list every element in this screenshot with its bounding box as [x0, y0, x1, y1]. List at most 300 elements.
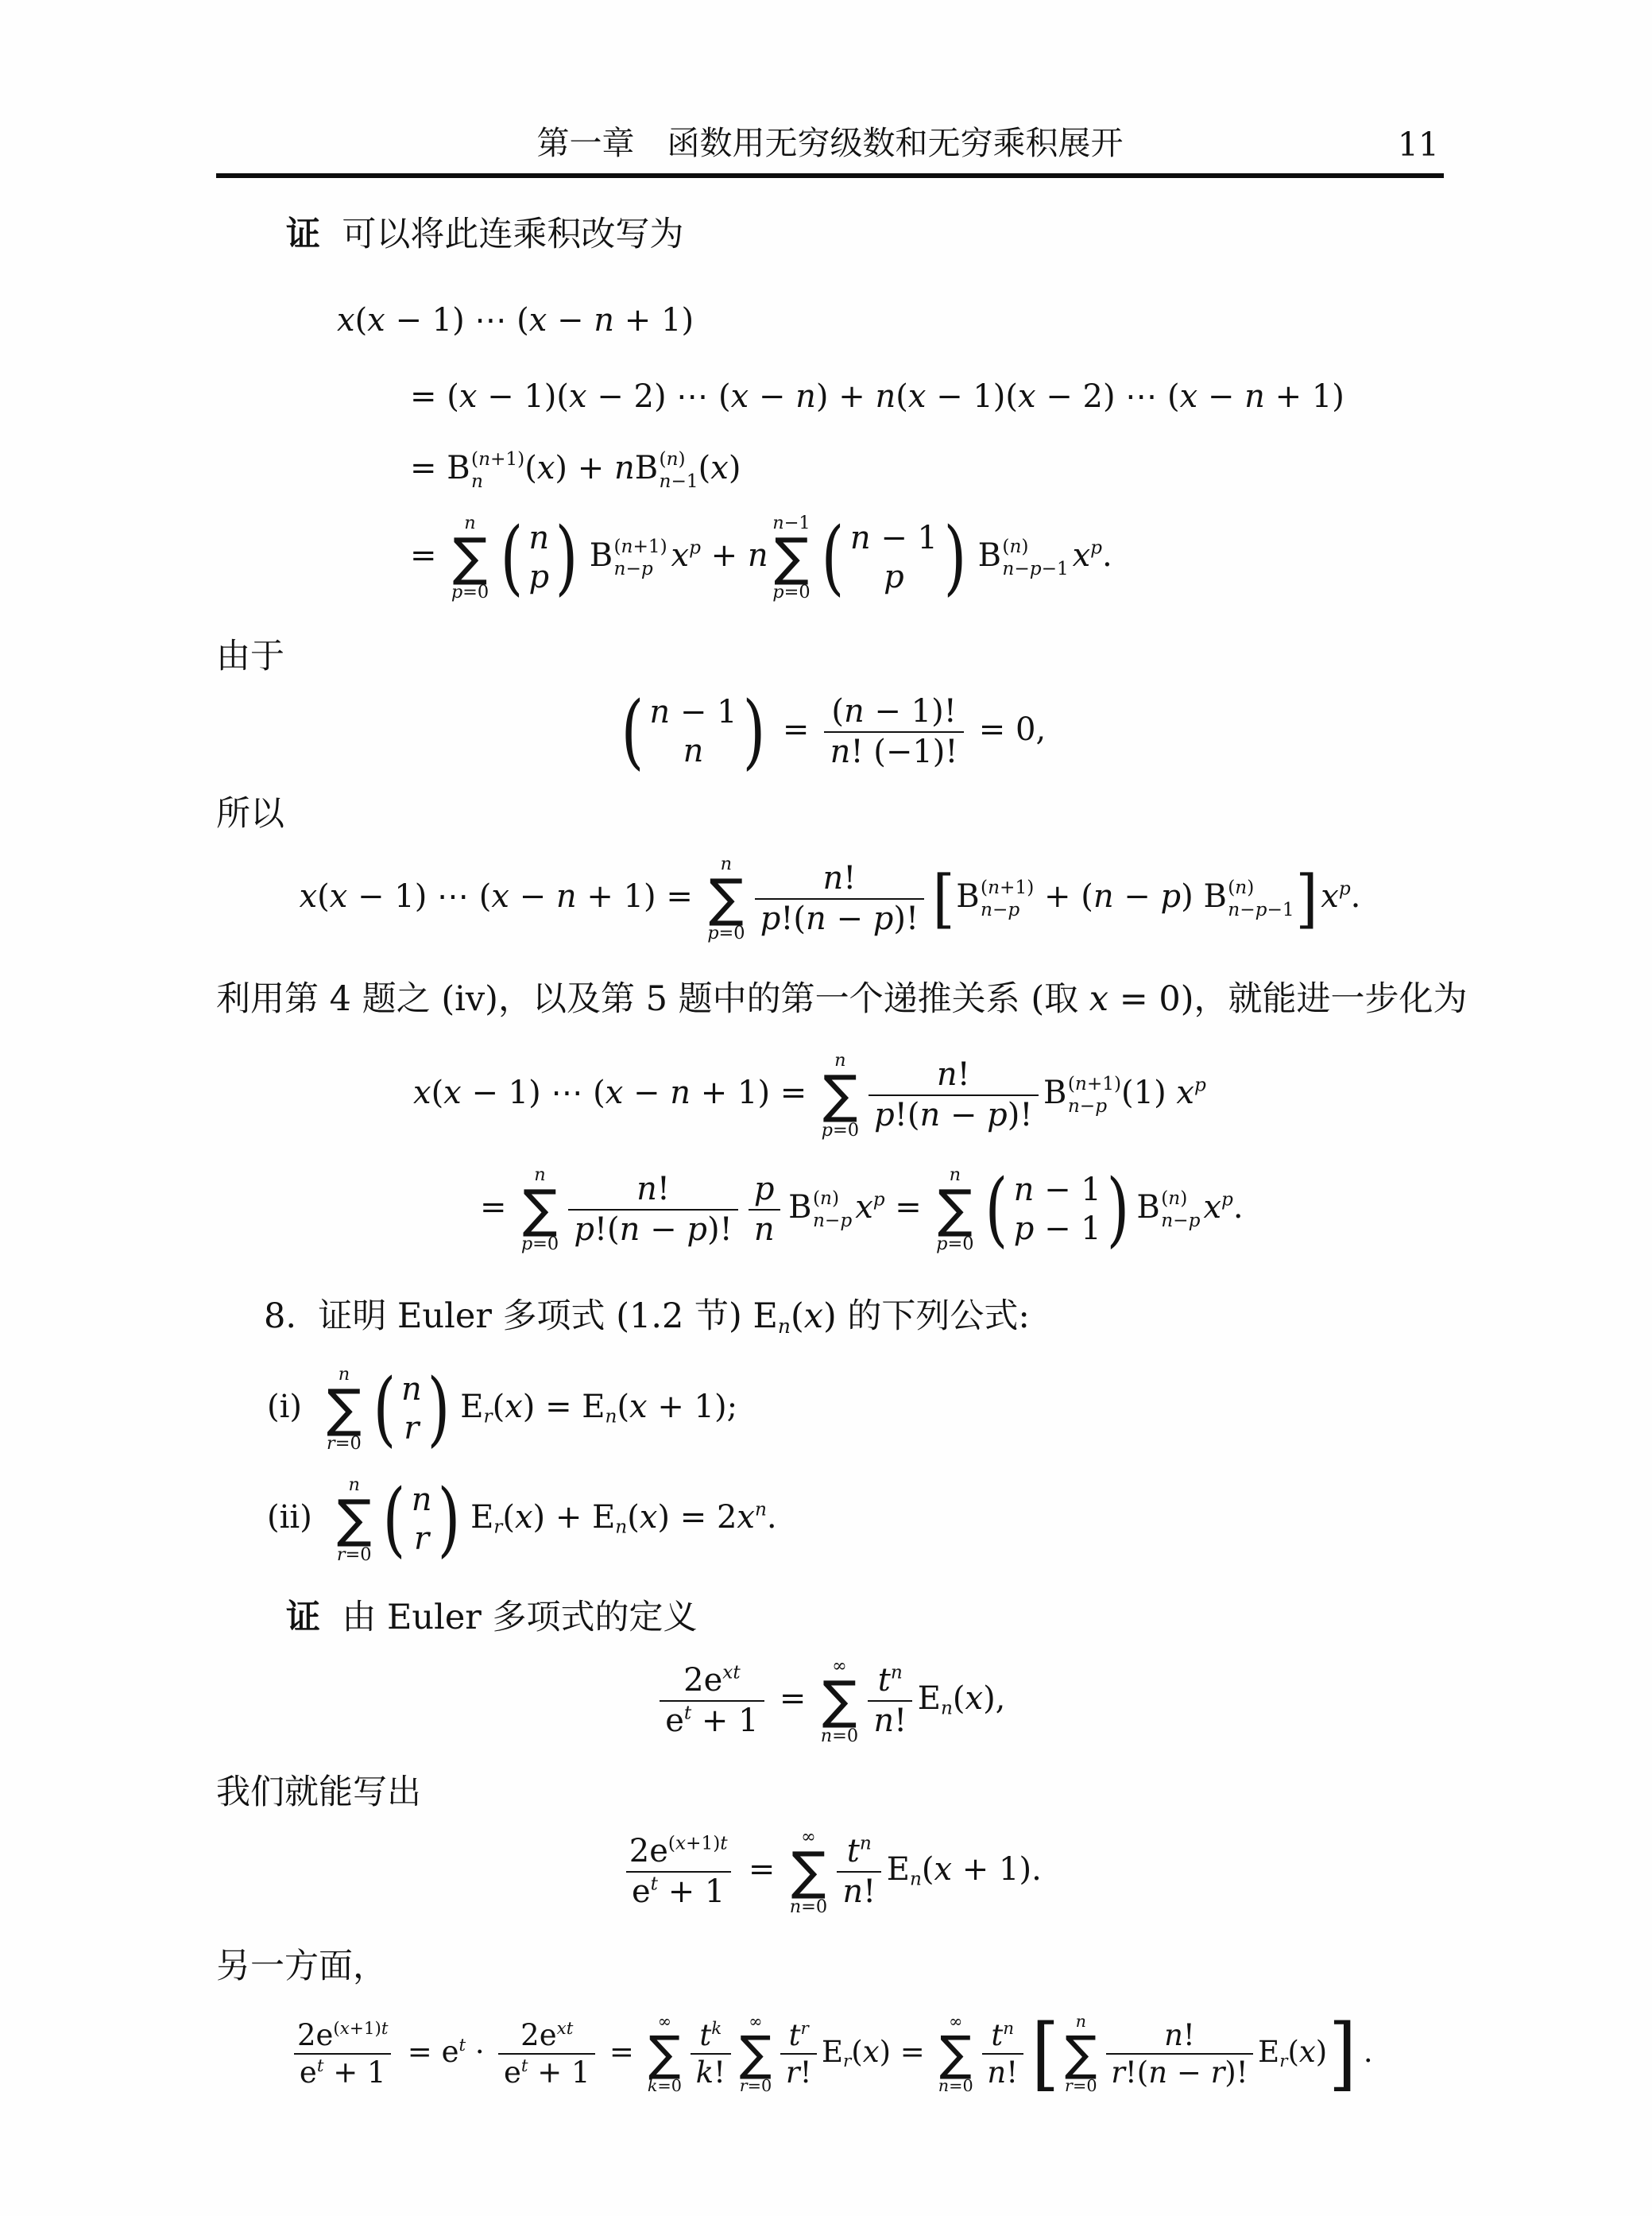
math-row: [528, 520, 549, 556]
right-paren: ): [943, 509, 966, 605]
math-token: −: [992, 898, 1008, 920]
math-token: (: [524, 449, 537, 486]
math-variable: x: [934, 1851, 953, 1889]
math-token: −: [1113, 877, 1161, 915]
math-variable: n: [747, 537, 768, 574]
math-variable: r: [493, 1516, 503, 1538]
math-row: [981, 877, 1034, 898]
sigma-glyph: ∑: [822, 1065, 858, 1125]
math-variable: x: [803, 1296, 823, 1337]
math-token: (: [851, 2034, 863, 2069]
bracket-group: [1030, 2006, 1358, 2100]
math-variable: x: [605, 1075, 624, 1112]
superscript: [722, 1662, 740, 1683]
math-variable: x: [528, 301, 547, 339]
math-token: −: [940, 1097, 988, 1134]
math-row: [873, 1188, 885, 1210]
math-token: =: [600, 2034, 644, 2069]
sigma-glyph: ∑: [774, 527, 809, 587]
math-token: .: [1350, 877, 1361, 915]
math-token: −: [1014, 557, 1030, 579]
math-token: − 1) ⋯ (: [385, 301, 529, 339]
math-variable: n: [478, 448, 490, 471]
math-variable: n: [528, 519, 550, 556]
math-variable: p: [987, 1097, 1008, 1134]
lower-script: [471, 471, 483, 493]
problem-8-item-i: [267, 1363, 1444, 1455]
math-token: =0: [832, 1119, 859, 1141]
math-row: [822, 1120, 859, 1141]
math-token: 所以: [216, 793, 284, 834]
subscript: [843, 2051, 851, 2071]
math-token: ! (−1)!: [850, 734, 958, 771]
math-token: (: [698, 449, 711, 486]
sum-operator: [337, 1474, 372, 1566]
math-variable: t: [699, 2018, 712, 2053]
math-token: E: [460, 1388, 484, 1425]
math-token: 由 Euler 多项式的定义: [320, 1598, 698, 1638]
math-token: + 1);: [647, 1388, 738, 1425]
math-variable: x: [855, 1188, 873, 1226]
math-token: ): [1021, 535, 1029, 557]
numerator: [694, 2017, 727, 2053]
equation-1-line-4: [410, 509, 1444, 605]
math-row: [528, 559, 549, 595]
math-variable: n: [338, 1363, 350, 1385]
math-row: [649, 694, 737, 730]
binomial-stack: [400, 1370, 423, 1448]
math-variable: n: [820, 1725, 833, 1746]
math-row: [300, 2055, 386, 2090]
superscript: [651, 1873, 658, 1895]
math-variable: r: [1279, 2051, 1288, 2071]
denominator: [660, 1700, 764, 1741]
stacked-scripts: [981, 877, 1034, 921]
fraction: [869, 1056, 1039, 1135]
math-row: [683, 1662, 741, 1699]
stacked-scripts: [1161, 1187, 1200, 1232]
math-token: − 1)(: [477, 378, 570, 415]
sigma-glyph: ∑: [709, 868, 744, 928]
math-token: (: [659, 448, 667, 471]
math-token: ) =: [879, 2034, 934, 2069]
math-token: (: [1002, 535, 1010, 557]
math-variable: x: [443, 1075, 462, 1112]
math-token: −: [623, 1075, 671, 1112]
math-token: −: [824, 1209, 841, 1231]
math-row: [337, 1544, 372, 1565]
lower-script: [813, 1210, 852, 1232]
math-row: [1161, 1187, 1187, 1209]
denominator: [755, 898, 925, 939]
superscript: [684, 1702, 691, 1723]
math-row: [504, 2055, 590, 2090]
upper-script: [981, 877, 1034, 899]
math-variable: t: [520, 2056, 528, 2077]
sum-lower-limit: [327, 1432, 362, 1455]
math-variable: p: [821, 1119, 833, 1141]
math-row: [740, 2076, 772, 2095]
math-variable: n: [605, 1405, 617, 1428]
lower-script: [660, 471, 698, 493]
equation-4-line-1: [413, 1049, 1444, 1141]
fraction: [660, 1661, 764, 1741]
math-row: [821, 1726, 858, 1746]
math-row: [410, 378, 1344, 415]
math-row: [1228, 899, 1294, 920]
math-token: = B: [410, 449, 470, 486]
math-variable: n: [1003, 2019, 1015, 2040]
fraction: [749, 1170, 780, 1249]
superscript: [1221, 1188, 1233, 1210]
numerator: [841, 1832, 877, 1871]
sum-operator: [521, 1164, 559, 1256]
math-variable: p: [1194, 1074, 1206, 1096]
stacked-scripts: [471, 448, 524, 493]
math-token: −: [547, 301, 594, 339]
math-variable: n: [777, 1315, 791, 1339]
math-variable: n: [411, 1482, 432, 1519]
math-token: (: [492, 1388, 505, 1425]
superscript: [873, 1188, 885, 1210]
binomial-coefficient: [817, 509, 970, 605]
math-token: (: [354, 301, 368, 339]
math-variable: n: [1164, 2018, 1183, 2053]
math-variable: r: [483, 1405, 493, 1428]
math-token: (: [627, 1499, 640, 1536]
math-token: e: [665, 1702, 684, 1739]
math-variable: t: [788, 2018, 801, 2053]
numerator: [931, 1056, 976, 1094]
math-token: − 1) ⋯ (: [461, 1075, 605, 1112]
equation-shifted-generating: [216, 1826, 1444, 1918]
math-token: ) B: [1181, 877, 1227, 915]
math-token: −: [1240, 898, 1255, 920]
math-row: [1221, 1188, 1233, 1210]
math-token: !: [799, 2055, 812, 2090]
math-row: [414, 1521, 429, 1557]
math-token: + 1: [657, 1873, 725, 1911]
superscript: [1090, 537, 1102, 558]
math-variable: n: [659, 470, 671, 492]
math-variable: p: [884, 558, 904, 595]
superscript: [458, 2036, 466, 2055]
math-token: =0: [947, 1234, 974, 1255]
math-variable: p: [753, 1170, 775, 1207]
math-row: [1061, 2011, 1328, 2095]
math-token: + 1).: [952, 1851, 1042, 1889]
sum-operator: [772, 512, 810, 604]
math-row: [412, 1482, 432, 1518]
math-token: (: [317, 877, 330, 915]
upper-script: [471, 448, 524, 471]
math-token: .: [766, 1499, 777, 1536]
math-token: ): [1247, 876, 1255, 898]
math-row: [520, 2018, 573, 2052]
math-variable: n: [772, 512, 784, 533]
math-variable: n: [987, 2055, 1007, 2090]
math-row: [941, 1697, 953, 1718]
math-token: !(: [894, 1097, 920, 1134]
math-variable: x: [491, 877, 509, 915]
math-variable: x: [569, 378, 587, 415]
math-token: ) 的下列公式:: [822, 1296, 1030, 1337]
math-variable: t: [991, 2018, 1004, 2053]
math-row: [648, 2076, 682, 2095]
math-token: = e: [398, 2034, 459, 2069]
math-variable: p: [520, 1234, 533, 1255]
math-variable: n: [849, 519, 871, 556]
upper-script: [614, 536, 667, 558]
sum-operator: [822, 1049, 859, 1141]
sum-lower-limit: [1065, 2076, 1097, 2097]
math-token: ) +: [815, 378, 876, 415]
lower-script: [1161, 1210, 1200, 1232]
math-variable: x: [1179, 378, 1198, 415]
lower-script: [981, 899, 1019, 921]
math-token: (i): [267, 1388, 323, 1425]
math-row: [813, 1210, 852, 1231]
sum-lower-limit: [337, 1544, 372, 1566]
math-row: [860, 1833, 872, 1854]
math-variable: x: [413, 1075, 431, 1112]
math-row: [216, 981, 1468, 1018]
subscript: [778, 1316, 791, 1338]
denominator: [868, 1700, 912, 1741]
math-variable: x: [514, 1499, 533, 1536]
math-token: −: [1167, 2055, 1211, 2090]
math-variable: r: [785, 2055, 800, 2090]
math-token: −: [509, 877, 556, 915]
chapter-title: 第一章 函数用无穷级数和无穷乘积展开: [536, 125, 1124, 161]
lower-script: [1228, 899, 1294, 921]
math-variable: p: [1221, 1188, 1233, 1211]
math-row: [615, 1517, 627, 1538]
math-variable: x: [862, 2034, 880, 2069]
math-variable: n: [1067, 1095, 1080, 1118]
math-variable: p: [687, 1211, 707, 1248]
math-row: [287, 2006, 1373, 2100]
denominator: [626, 1871, 731, 1912]
math-row: [884, 559, 904, 595]
math-variable: x: [737, 1499, 755, 1536]
math-token: −: [1197, 378, 1245, 415]
math-row: [790, 1896, 827, 1917]
math-token: − 1)!: [864, 693, 957, 730]
math-token: +1): [686, 1833, 721, 1855]
math-token: (: [617, 1388, 630, 1425]
math-row: [614, 558, 653, 579]
math-row: [813, 1187, 839, 1209]
math-row: [1339, 877, 1351, 899]
math-variable: t: [316, 2056, 324, 2077]
binomial-stack: [1012, 1171, 1102, 1249]
math-row: [327, 1433, 362, 1454]
math-row: [660, 471, 698, 492]
math-variable: n: [1009, 535, 1022, 557]
math-variable: n: [988, 876, 1000, 898]
fraction: [837, 1832, 881, 1912]
math-variable: n: [594, 301, 615, 339]
math-row: [410, 509, 1112, 605]
math-token: B: [1136, 1188, 1160, 1226]
math-row: [910, 1869, 922, 1890]
math-variable: n: [670, 1075, 691, 1112]
problem-8-item-ii: [267, 1474, 1444, 1566]
sigma-glyph: ∑: [937, 1179, 973, 1239]
math-row: [574, 1211, 732, 1248]
sum-lower-limit: [938, 2076, 973, 2097]
binomial-bottom: [414, 1520, 429, 1559]
fraction: [568, 1170, 738, 1249]
math-variable: n: [1235, 876, 1248, 898]
math-variable: p: [1029, 557, 1042, 579]
math-token: 2e: [520, 2018, 557, 2053]
math-variable: x: [556, 2019, 567, 2040]
fraction: [868, 1661, 912, 1741]
math-row: [286, 1599, 698, 1637]
sum-lower-limit: [772, 581, 810, 603]
math-token: (: [831, 693, 844, 730]
numerator: [826, 692, 962, 731]
math-variable: n: [875, 378, 896, 415]
math-token: −: [1079, 1095, 1096, 1118]
math-row: [891, 1662, 903, 1683]
math-variable: r: [336, 1544, 346, 1566]
superscript: [668, 1833, 728, 1854]
proof-paragraph-2: [286, 1596, 1444, 1641]
binomial-coefficient: [981, 1161, 1134, 1257]
superscript: [711, 2019, 722, 2039]
math-row: [850, 520, 938, 556]
math-token: (: [333, 2019, 340, 2040]
math-variable: t: [733, 1661, 741, 1683]
math-row: [822, 860, 856, 897]
math-row: [936, 1234, 973, 1254]
math-variable: k: [647, 2075, 658, 2095]
proof-paragraph-1: [286, 213, 1444, 258]
numerator: [1159, 2017, 1200, 2053]
math-token: ) = 2: [657, 1499, 737, 1536]
math-row: [800, 2019, 808, 2039]
math-variable: n: [471, 470, 483, 492]
sum-operator: [938, 2012, 973, 2097]
paragraph-women: [216, 1771, 1444, 1815]
math-variable: k: [695, 2055, 714, 2090]
math-token: + 1): [614, 301, 694, 339]
math-variable: n: [822, 859, 844, 897]
equation-4-line-2: [480, 1161, 1444, 1257]
superscript: [1194, 1075, 1206, 1096]
math-token: ): [728, 449, 741, 486]
math-variable: n: [534, 1164, 546, 1185]
sigma-glyph: ∑: [939, 2025, 972, 2082]
math-variable: n: [666, 448, 679, 471]
upper-script: [1228, 877, 1254, 899]
math-token: (: [981, 876, 988, 898]
math-row: [991, 2018, 1014, 2052]
math-variable: n: [909, 1868, 922, 1890]
math-token: (1): [1121, 1075, 1177, 1112]
math-row: [873, 1703, 907, 1739]
math-token: ∞: [801, 1827, 816, 1848]
math-variable: n: [464, 512, 476, 533]
math-variable: k: [711, 2019, 722, 2040]
math-variable: p: [840, 1209, 853, 1231]
math-token: =0: [657, 2075, 682, 2095]
subscript: [1279, 2051, 1287, 2071]
math-variable: n: [720, 853, 733, 874]
math-token: (: [1228, 876, 1236, 898]
sum-operator: [707, 853, 745, 945]
numerator: [631, 1170, 675, 1209]
math-variable: n: [789, 1896, 802, 1918]
math-token: =0: [345, 1544, 372, 1566]
sum-lower-limit: [740, 2076, 772, 2097]
denominator: [749, 1209, 780, 1249]
math-row: [1228, 877, 1254, 898]
math-variable: n: [843, 693, 865, 730]
math-token: (: [812, 1187, 821, 1209]
math-variable: r: [1065, 2075, 1073, 2095]
math-token: + 1: [323, 2055, 386, 2090]
subscript: [483, 1405, 492, 1427]
superscript: [333, 2019, 388, 2039]
math-row: [660, 448, 686, 470]
math-token: − 1)(: [926, 378, 1019, 415]
math-row: [614, 536, 667, 557]
math-row: [471, 448, 524, 470]
superscript: [689, 537, 701, 558]
stacked-scripts: [660, 448, 698, 493]
math-row: [264, 1296, 1030, 1339]
math-variable: x: [1298, 2034, 1316, 2069]
stacked-scripts: [813, 1187, 852, 1232]
math-variable: x: [1203, 1188, 1221, 1226]
math-token: (: [921, 1851, 934, 1889]
math-row: [605, 1405, 617, 1427]
math-row: [267, 1472, 777, 1567]
math-variable: x: [299, 877, 318, 915]
math-token: !: [1182, 2018, 1195, 2053]
math-row: [684, 1702, 691, 1723]
math-variable: t: [458, 2035, 466, 2055]
math-variable: n: [940, 1697, 953, 1719]
math-token: =: [772, 711, 820, 749]
math-token: =0: [783, 582, 811, 603]
math-variable: n: [938, 2075, 950, 2095]
math-row: [1002, 558, 1068, 579]
math-token: (: [667, 1833, 675, 1855]
superscript: [860, 1833, 872, 1854]
math-row: [668, 1833, 728, 1854]
sum-lower-limit: [521, 1233, 559, 1255]
math-variable: n: [1093, 877, 1114, 915]
math-variable: n: [1075, 2011, 1086, 2031]
sum-operator: [790, 1826, 827, 1918]
math-row: [286, 216, 683, 254]
binomial-bottom: [683, 732, 704, 771]
math-row: [843, 2051, 851, 2071]
math-row: [458, 2036, 466, 2055]
math-variable: x: [1018, 378, 1036, 415]
math-token: (: [1067, 1073, 1075, 1095]
math-variable: p: [772, 582, 784, 603]
math-variable: p: [528, 558, 550, 595]
math-variable: x: [629, 1388, 648, 1425]
binomial-stack: [648, 693, 738, 771]
numerator: [624, 1832, 733, 1871]
